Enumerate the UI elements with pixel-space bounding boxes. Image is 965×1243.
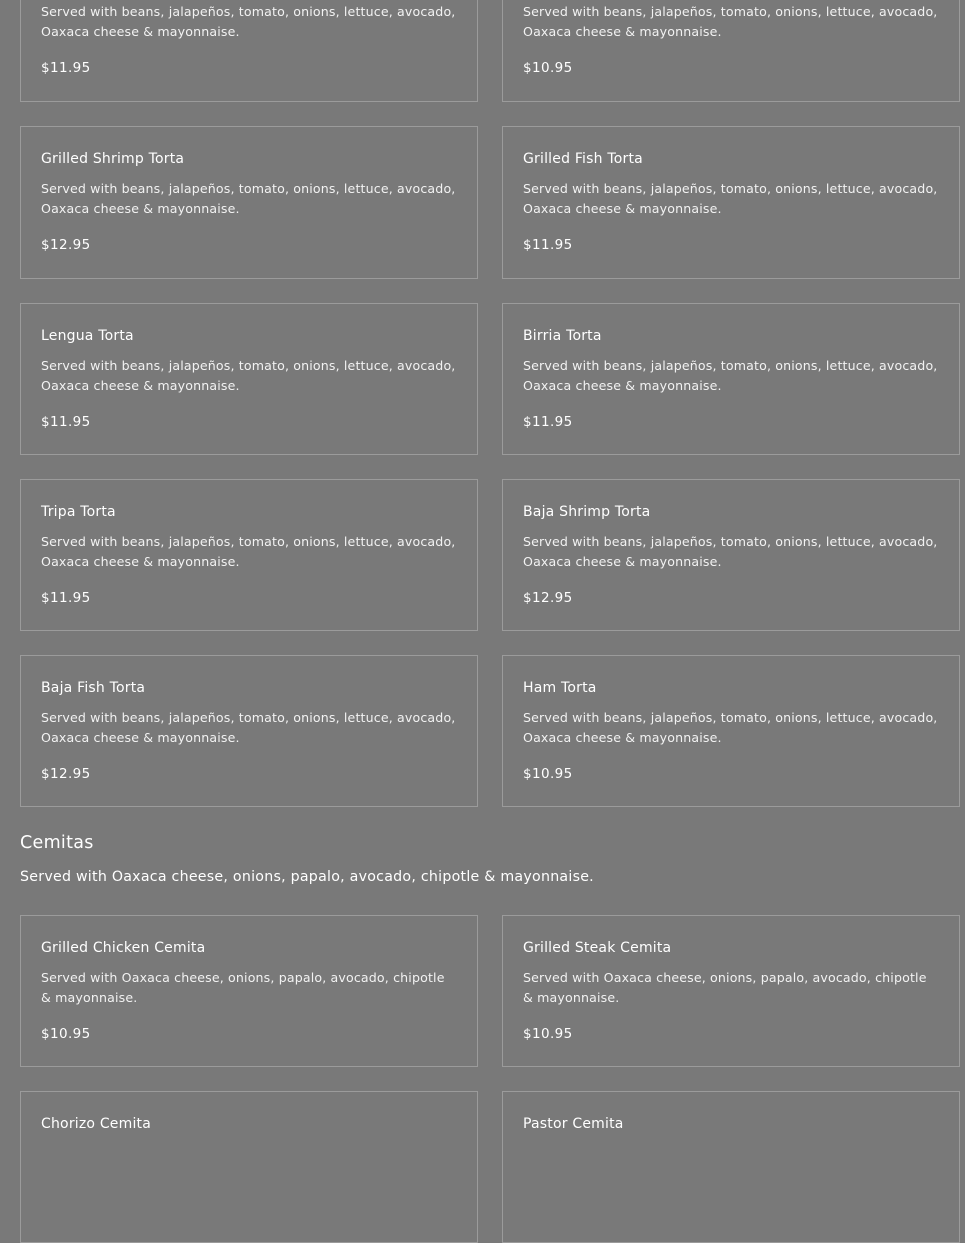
item-price: $12.95 bbox=[523, 590, 573, 606]
item-price: $10.95 bbox=[523, 766, 573, 782]
menu-item-card[interactable] bbox=[502, 0, 960, 102]
item-description: Served with beans, jalapeños, tomato, onions, lettuce, avocado, Oaxaca cheese & mayonnaise. bbox=[523, 534, 938, 569]
item-price: $10.95 bbox=[523, 1026, 573, 1042]
item-name: Baja Fish Torta bbox=[41, 680, 146, 696]
item-price: $10.95 bbox=[41, 1026, 91, 1042]
item-name: Grilled Fish Torta bbox=[523, 151, 643, 167]
item-name: Chorizo Cemita bbox=[41, 1116, 152, 1132]
menu-item-card[interactable] bbox=[20, 1091, 478, 1243]
section-description: Served with Oaxaca cheese, onions, papalo, avocado, chipotle & mayonnaise. bbox=[20, 869, 594, 885]
item-description: Served with beans, jalapeños, tomato, onions, lettuce, avocado, Oaxaca cheese & mayonnaise. bbox=[41, 181, 456, 216]
item-name: Birria Torta bbox=[523, 328, 602, 344]
menu-item-card[interactable] bbox=[20, 915, 478, 1067]
menu-item-card[interactable] bbox=[502, 655, 960, 807]
item-price: $11.95 bbox=[41, 590, 91, 606]
menu-item-card[interactable] bbox=[20, 655, 478, 807]
item-description: Served with beans, jalapeños, tomato, onions, lettuce, avocado, Oaxaca cheese & mayonnaise. bbox=[41, 358, 456, 393]
item-price: $11.95 bbox=[523, 237, 573, 253]
menu-item-card[interactable] bbox=[502, 915, 960, 1067]
item-description: Served with beans, jalapeños, tomato, onions, lettuce, avocado, Oaxaca cheese & mayonnaise. bbox=[523, 358, 938, 393]
item-name: Grilled Steak Cemita bbox=[523, 940, 672, 956]
menu-item-card[interactable] bbox=[502, 303, 960, 455]
item-description: Served with beans, jalapeños, tomato, onions, lettuce, avocado, Oaxaca cheese & mayonnaise. bbox=[523, 181, 938, 216]
menu-item-card[interactable] bbox=[20, 0, 478, 102]
menu-item-card[interactable] bbox=[502, 126, 960, 279]
item-price: $12.95 bbox=[41, 766, 91, 782]
item-price: $11.95 bbox=[523, 414, 573, 430]
item-description: Served with Oaxaca cheese, onions, papalo, avocado, chipotle & mayonnaise. bbox=[523, 970, 927, 1005]
menu-item-card[interactable] bbox=[20, 126, 478, 279]
menu-item-card[interactable] bbox=[502, 479, 960, 631]
item-name: Grilled Shrimp Torta bbox=[41, 151, 185, 167]
item-name: Ham Torta bbox=[523, 680, 597, 696]
item-price: $11.95 bbox=[41, 60, 91, 76]
section-title: Cemitas bbox=[20, 833, 94, 853]
item-name: Lengua Torta bbox=[41, 328, 134, 344]
item-price: $10.95 bbox=[523, 60, 573, 76]
item-price: $12.95 bbox=[41, 237, 91, 253]
item-description: Served with beans, jalapeños, tomato, onions, lettuce, avocado, Oaxaca cheese & mayonnaise. bbox=[41, 710, 456, 745]
item-price: $11.95 bbox=[41, 414, 91, 430]
item-description: Served with beans, jalapeños, tomato, onions, lettuce, avocado, Oaxaca cheese & mayonnaise. bbox=[523, 710, 938, 745]
item-name: Baja Shrimp Torta bbox=[523, 504, 651, 520]
item-description: Served with beans, jalapeños, tomato, onions, lettuce, avocado, Oaxaca cheese & mayonnaise. bbox=[41, 4, 456, 39]
item-name: Grilled Chicken Cemita bbox=[41, 940, 206, 956]
menu-item-card[interactable] bbox=[502, 1091, 960, 1243]
item-description: Served with beans, jalapeños, tomato, onions, lettuce, avocado, Oaxaca cheese & mayonnaise. bbox=[41, 534, 456, 569]
item-name: Tripa Torta bbox=[41, 504, 116, 520]
menu-item-card[interactable] bbox=[20, 303, 478, 455]
item-description: Served with Oaxaca cheese, onions, papalo, avocado, chipotle & mayonnaise. bbox=[41, 970, 445, 1005]
menu-item-card[interactable] bbox=[20, 479, 478, 631]
item-description: Served with beans, jalapeños, tomato, onions, lettuce, avocado, Oaxaca cheese & mayonnaise. bbox=[523, 4, 938, 39]
item-name: Pastor Cemita bbox=[523, 1116, 624, 1132]
